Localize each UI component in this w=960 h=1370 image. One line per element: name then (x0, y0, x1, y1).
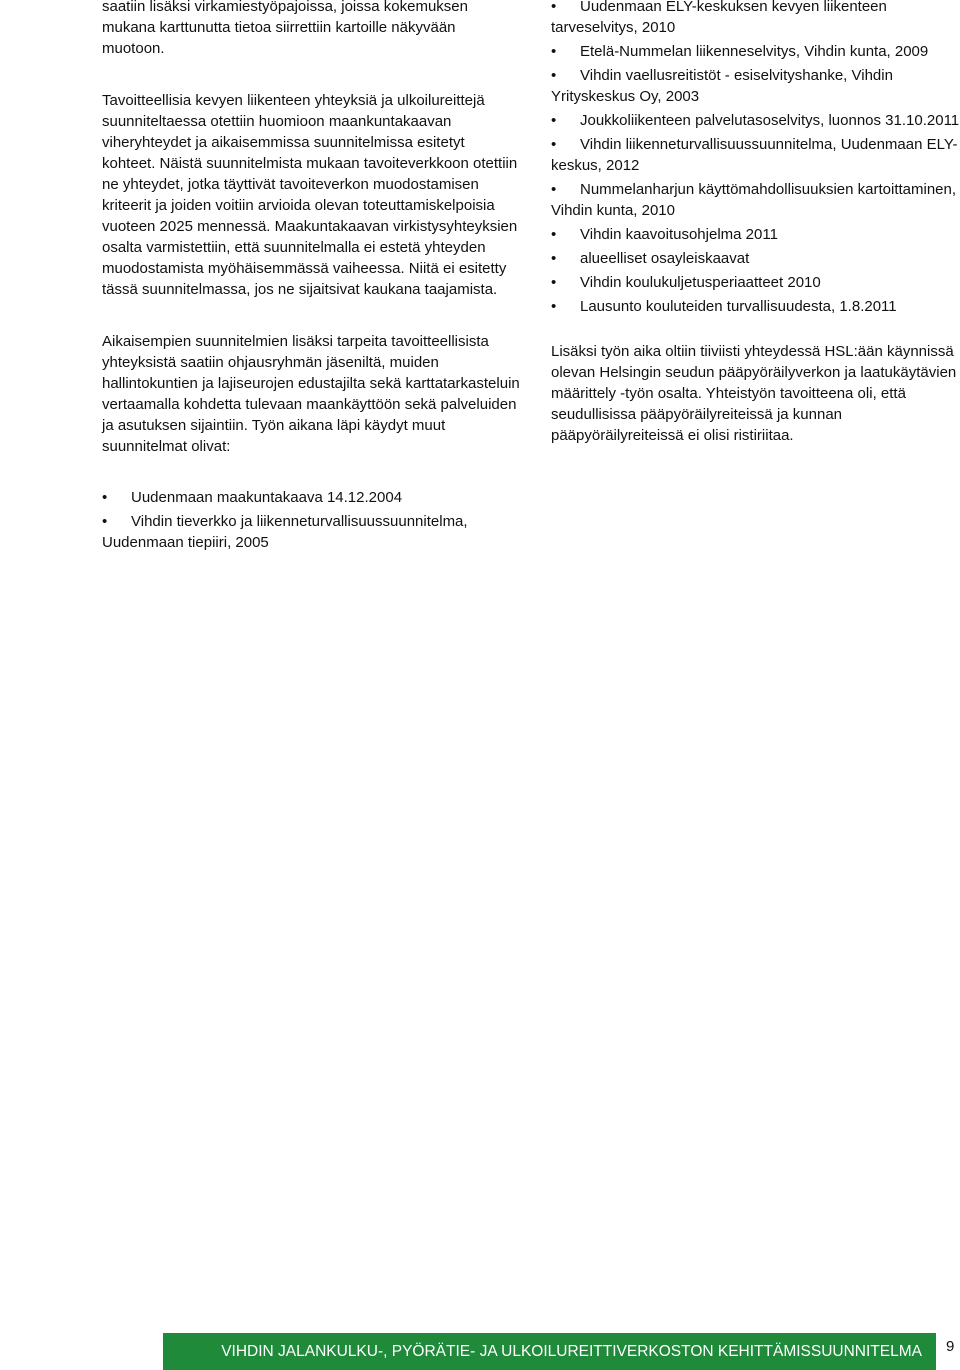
left-column (102, 0, 522, 556)
left-paragraph-1: saatiin lisäksi virkamiestyöpajoissa, joissa kokemuksen mukana karttunutta tietoa siirrettiin kartoille näkyvään muotoon. (102, 0, 468, 57)
right-bullet-list (551, 0, 960, 317)
left-bullet-list (102, 487, 522, 553)
page-number: 9 (946, 1338, 955, 1355)
list-item-text: Vihdin kaavoitusohjelma 2011 (580, 226, 778, 243)
list-item (551, 224, 960, 245)
bullet-icon: • (102, 513, 108, 530)
list-item (551, 272, 960, 293)
list-item-text: Uudenmaan ELY-keskuksen kevyen liikenteen tarveselvitys, 2010 (551, 0, 887, 36)
bullet-icon: • (551, 136, 557, 153)
bullet-icon: • (551, 43, 557, 60)
list-item (551, 296, 960, 317)
bullet-icon: • (551, 250, 557, 267)
list-item-text: Etelä-Nummelan liikenneselvitys, Vihdin kunta, 2009 (580, 43, 929, 60)
left-paragraph-2: Tavoitteellisia kevyen liikenteen yhteyksiä ja ulkoilureittejä suunniteltaessa otettiin huomioon maankuntakaavan viheryhteydet ja aikaisemmissa suunnitelmissa esitetyt kohteet. Näistä suunnitelmista mukaan tavoiteverkkoon otettiin ne yhteydet, jotka täyttivät tavoiteverkon muodostamisen kriteerit ja joiden voitiin arvioida olevan toteuttamiskelpoisia vuoteen 2025 mennessä. Maakuntakaavan virkistysyhteyksien osalta varmistettiin, että suunnitelmalla ei estetä yhteyden muodostamista myöhäisemmässä vaiheessa. Niitä ei esitetty tässä suunnitelmassa, jos ne sijaitsivat kaukana taajamista. (102, 92, 518, 298)
right-paragraph-1: Lisäksi työn aika oltiin tiiviisti yhteydessä HSL:ään käynnissä olevan Helsingin seudun pääpyöräilyverkon ja laatukäytävien määrittely -työn osalta. Yhteistyön tavoitteena oli, että seudullisissa pääpyöräilyreiteissä ja kunnan pääpyöräilyreiteissä ei olisi ristiriitaa. (551, 343, 957, 444)
list-item (551, 248, 960, 269)
list-item-text: Lausunto kouluteiden turvallisuudesta, 1.8.2011 (580, 298, 897, 315)
bullet-icon: • (102, 489, 108, 506)
list-item-text: Uudenmaan maakuntakaava 14.12.2004 (131, 489, 403, 506)
list-item-text: Joukkoliikenteen palvelutasoselvitys, luonnos 31.10.2011 (580, 112, 960, 129)
bullet-icon: • (551, 112, 557, 129)
list-item (551, 179, 960, 221)
list-item (551, 134, 960, 176)
bullet-icon: • (551, 181, 557, 198)
list-item (551, 41, 960, 62)
list-item (102, 511, 522, 553)
right-column (551, 0, 960, 446)
footer-bar (163, 1333, 936, 1370)
list-item (551, 0, 960, 38)
list-item-text: alueelliset osayleiskaavat (580, 250, 750, 267)
bullet-icon: • (551, 226, 557, 243)
left-paragraph-3: Aikaisempien suunnitelmien lisäksi tarpeita tavoitteellisista yhteyksistä saatiin ohjausryhmän jäseniltä, muiden hallintokuntien ja lajiseurojen edustajilta sekä karttatarkasteluin vertaamalla kohdetta tulevaan maankäyttöön sekä palveluiden ja asutuksen sijaintiin. Työn aikana läpi käydyt muut suunnitelmat olivat: (102, 333, 520, 455)
footer-title: VIHDIN JALANKULKU-, PYÖRÄTIE- JA ULKOILUREITTIVERKOSTON KEHITTÄMISSUUNNITELMA (221, 1343, 922, 1360)
list-item-text: Vihdin liikenneturvallisuussuunnitelma, Uudenmaan ELY-keskus, 2012 (551, 136, 958, 174)
list-item (551, 65, 960, 107)
list-item (102, 487, 522, 508)
bullet-icon: • (551, 0, 557, 15)
bullet-icon: • (551, 274, 557, 291)
list-item-text: Vihdin vaellusreitistöt - esiselvityshanke, Vihdin Yrityskeskus Oy, 2003 (551, 67, 893, 105)
bullet-icon: • (551, 67, 557, 84)
list-item-text: Vihdin tieverkko ja liikenneturvallisuussuunnitelma, Uudenmaan tiepiiri, 2005 (102, 513, 468, 551)
list-item-text: Vihdin koulukuljetusperiaatteet 2010 (580, 274, 821, 291)
list-item (551, 110, 960, 131)
bullet-icon: • (551, 298, 557, 315)
list-item-text: Nummelanharjun käyttömahdollisuuksien kartoittaminen, Vihdin kunta, 2010 (551, 181, 957, 219)
